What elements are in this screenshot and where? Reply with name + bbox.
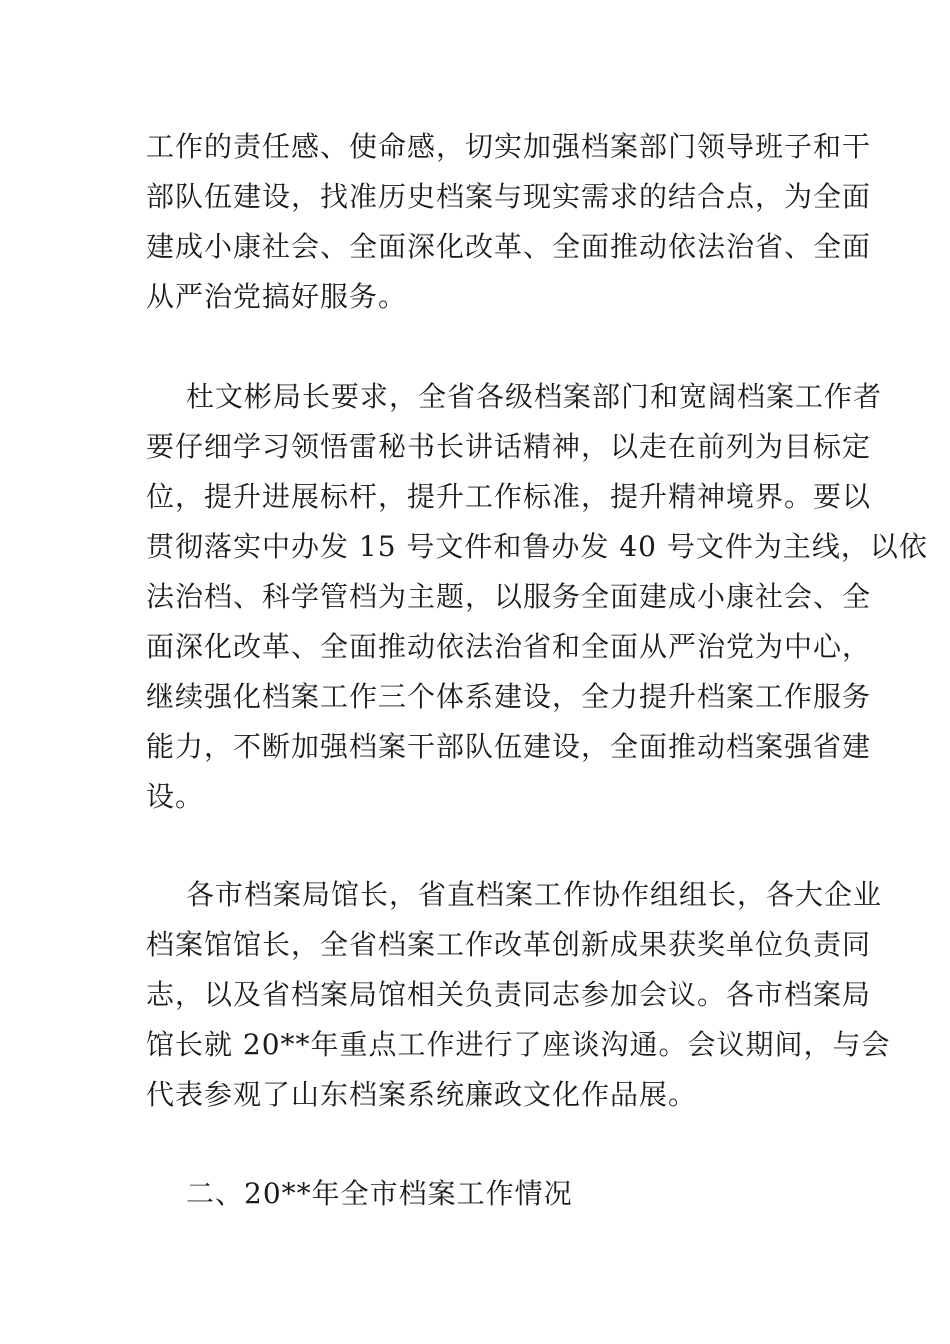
paragraph-2-line-8: 能力，不断加强档案干部队伍建设，全面推动档案强省建	[146, 730, 872, 763]
paragraph-2-line-5: 法治档、科学管档为主题，以服务全面建成小康社会、全	[146, 580, 872, 613]
paragraph-3-line-2: 档案馆馆长，全省档案工作改革创新成果获奖单位负责同	[146, 928, 872, 961]
paragraph-2-line-2: 要仔细学习领悟雷秘书长讲话精神，以走在前列为目标定	[146, 430, 872, 463]
paragraph-2-line-4: 贯彻落实中办发 15 号文件和鲁办发 40 号文件为主线，以依	[146, 530, 928, 563]
paragraph-1-line-1: 工作的责任感、使命感，切实加强档案部门领导班子和干	[146, 130, 872, 163]
paragraph-2-line-6: 面深化改革、全面推动依法治省和全面从严治党为中心，	[146, 630, 872, 663]
section-heading: 二、20**年全市档案工作情况	[186, 1177, 573, 1210]
paragraph-2-line-9: 设。	[146, 780, 205, 813]
paragraph-1-line-2: 部队伍建设，找准历史档案与现实需求的结合点，为全面	[146, 180, 872, 213]
paragraph-2-line-7: 继续强化档案工作三个体系建设，全力提升档案工作服务	[146, 680, 872, 713]
paragraph-3-line-3: 志，以及省档案局馆相关负责同志参加会议。各市档案局	[146, 978, 872, 1011]
paragraph-2-line-3: 位，提升进展标杆，提升工作标准，提升精神境界。要以	[146, 480, 872, 513]
paragraph-3-line-1: 各市档案局馆长，省直档案工作协作组组长，各大企业	[186, 878, 883, 911]
paragraph-1-line-3: 建成小康社会、全面深化改革、全面推动依法治省、全面	[146, 230, 872, 263]
paragraph-3-line-4: 馆长就 20**年重点工作进行了座谈沟通。会议期间，与会	[146, 1028, 891, 1061]
paragraph-3-line-5: 代表参观了山东档案系统廉政文化作品展。	[146, 1078, 698, 1111]
paragraph-1-line-4: 从严治党搞好服务。	[146, 280, 408, 313]
paragraph-2-line-1: 杜文彬局长要求，全省各级档案部门和宽阔档案工作者	[186, 380, 883, 413]
